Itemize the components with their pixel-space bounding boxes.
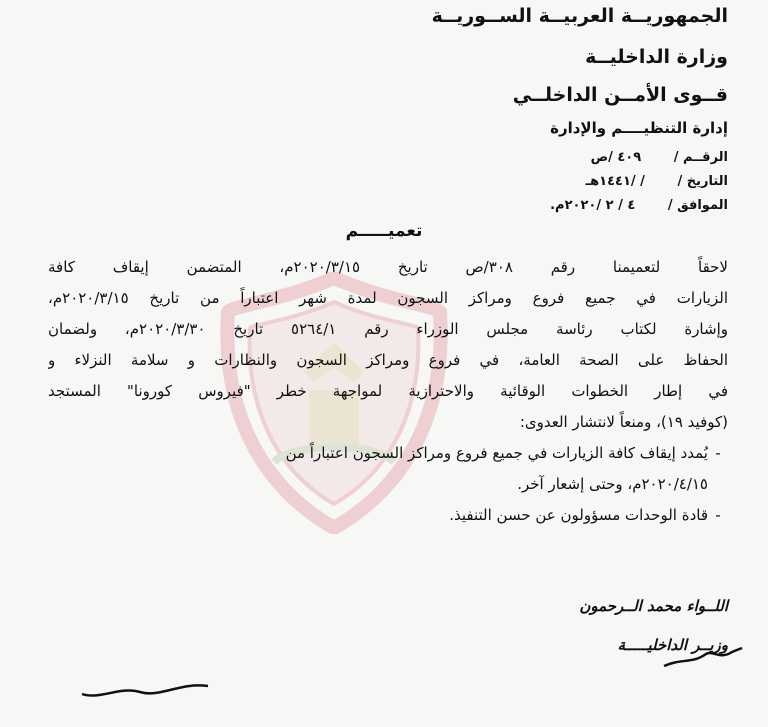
number-value: ٤٠٩ /ص [590,150,642,165]
date-hijri-value: / /١٤٤١هـ [585,174,645,189]
meta-date-hijri [586,174,728,189]
header-forces: قــوى الأمــن الداخلــي [512,84,728,106]
number-label: الرقــم / [673,150,728,165]
bullet-item [48,438,728,469]
paragraph-line: لاحقاً لتعميمنا رقم ٣٠٨/ص تاريخ ٢٠٢٠/٣/١٥م، المتضمن إيقاف كافة [48,258,728,276]
header-republic: الجمهوريــة العربيــة الســوريــة [431,5,728,27]
meta-number [591,150,728,165]
bullet-dash: - [715,506,721,524]
bullet-item [48,500,728,531]
header-department: إدارة التنظيــــم والإدارة [550,119,728,137]
paragraph-line: الزيارات في جميع فروع ومراكز السجون لمدة شهر اعتباراً من تاريخ ٢٠٢٠/٣/١٥م، [48,289,728,307]
bullet-text: يُمدد إيقاف كافة الزيارات في جميع فروع ومراكز السجون اعتباراً من [285,444,708,462]
date-hijri-label: التاريخ / [677,174,728,189]
signatory-name: اللــواء محمد الــرحمون [579,597,728,615]
signature-scribble-left [662,644,744,670]
paragraph-line: الحفاظ على الصحة العامة، في فروع ومراكز السجون والنظارات و سلامة النزلاء و [48,351,728,369]
meta-date-gregorian [550,198,728,213]
header-ministry: وزارة الداخليــة [585,46,728,68]
bullet-dash: - [715,444,721,462]
signature-scribble [80,676,210,702]
date-greg-label: الموافق / [667,198,728,213]
paragraph-line: في إطار الخطوات الوقائية والاحترازية لمواجهة خطر "فيروس كورونا" المستجد [48,382,728,400]
paragraph-line: وإشارة لكتاب رئاسة مجلس الوزراء رقم ٥٢٦٤/١ تاريخ ٢٠٢٠/٣/٣٠م، ولضمان [48,320,728,338]
date-greg-value: ٤ / ٢ /٢٠٢٠م. [550,198,636,213]
signatory-title: وزيــر الداخليـــــة [617,636,728,654]
document-body [48,252,728,531]
paragraph-line: (كوفيد ١٩)، ومنعاً لانتشار العدوى: [519,413,728,431]
bullet-text: قادة الوحدات مسؤولون عن حسن التنفيذ. [449,506,708,524]
bullet-continuation: ٢٠٢٠/٤/١٥م، وحتى إشعار آخر. [517,475,708,493]
document-subject: تعميـــــم [345,221,423,241]
